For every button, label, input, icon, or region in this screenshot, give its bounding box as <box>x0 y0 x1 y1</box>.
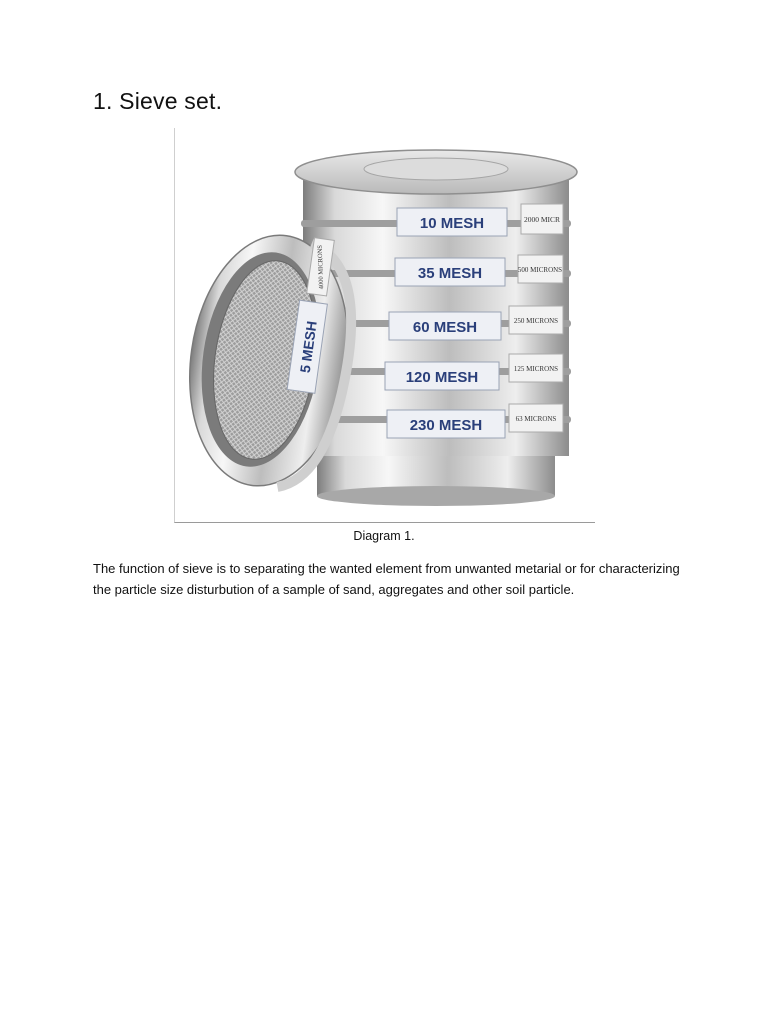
micron-label: 250 MICRONS <box>513 317 559 325</box>
sieve-label-1 <box>397 204 563 236</box>
front-mesh-label: 5 MESH <box>296 319 320 374</box>
figure-caption: Diagram 1. <box>353 529 415 543</box>
body-paragraph: The function of sieve is to separating the wanted element from unwanted metarial or for characterizing the particle size disturbution of a sample of sand, aggregates and other soil particle. <box>93 561 680 597</box>
mesh-label: 10 MESH <box>419 215 485 232</box>
sieve-label-2 <box>395 255 563 286</box>
mesh-label: 60 MESH <box>412 319 478 336</box>
micron-label: 125 MICRONS <box>513 365 559 373</box>
mesh-label: 120 MESH <box>405 369 479 386</box>
front-micron-label: 4000 MICRONS <box>316 244 326 290</box>
sieve-set-illustration <box>175 128 595 522</box>
mesh-label: 230 MESH <box>409 417 483 434</box>
mesh-label: 35 MESH <box>417 265 483 282</box>
sieve-set-figure <box>174 128 595 523</box>
micron-label: 2000 MICR <box>523 215 561 224</box>
micron-label: 500 MICRONS <box>517 266 563 274</box>
micron-label: 63 MICRONS <box>515 415 557 423</box>
page-heading: 1. Sieve set. <box>93 88 223 114</box>
